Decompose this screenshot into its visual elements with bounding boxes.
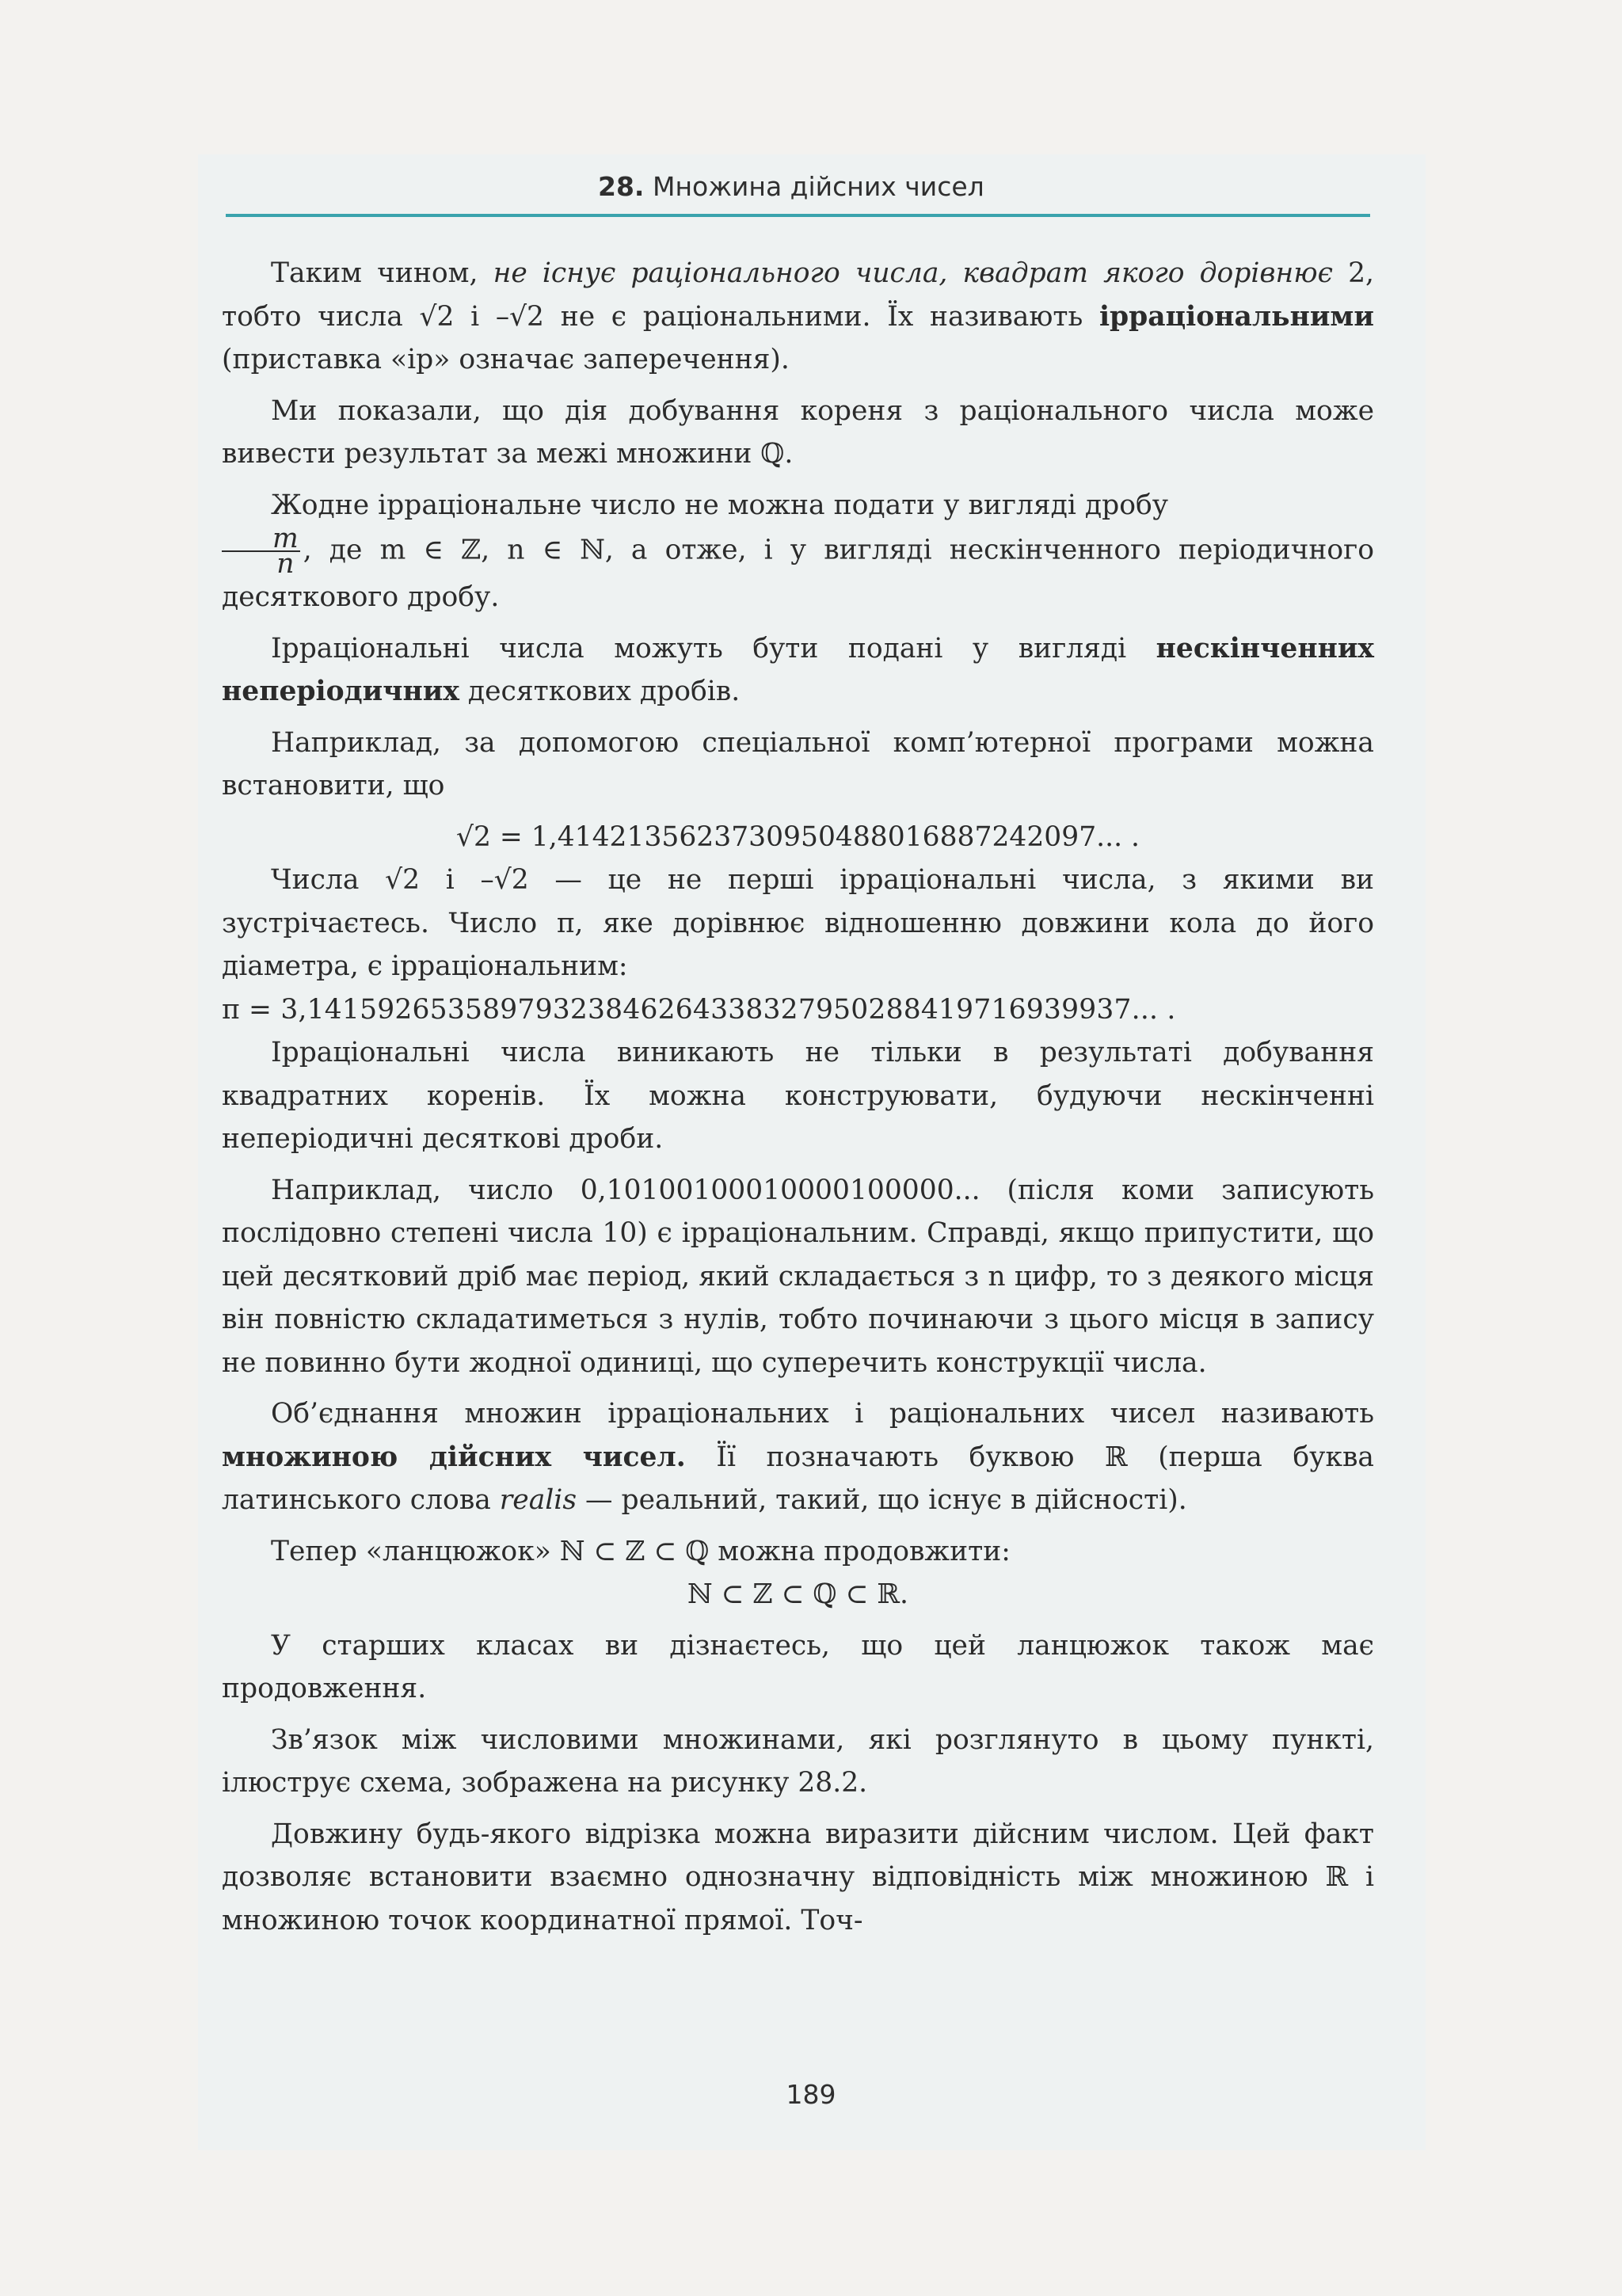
header-rule	[226, 214, 1370, 217]
running-header	[226, 166, 1370, 218]
emphasis-italic: не існує раціонального числа, квадрат якого дорівнює	[493, 257, 1333, 289]
paragraph-2: Ми показали, що дія добування кореня з раціонального числа може вивести результат за межі множини ℚ.	[222, 394, 1374, 470]
latin-word: realis	[499, 1484, 577, 1516]
formula-pi: π = 3,14159265358979323846264338327950288419716939937... .	[222, 993, 1176, 1026]
paragraph-3: Жодне ірраціональне число не можна подати у вигляді дробу $\frac{m}{n}$ , де m ∈ ℤ, n ∈ ℕ, а отже, і у вигляді нескінченного періодичного десяткового дробу.	[222, 489, 1374, 613]
paragraph-1: Таким чином, не існує раціонального числа, квадрат якого дорівнює 2, тобто числа √2 і –√2 не є раціональними. Їх називають ірраціональними (приставка «ір» означає заперечення).	[222, 257, 1374, 375]
paragraph-11: У старших класах ви дізнаєтесь, що цей ланцюжок також має продовження.	[222, 1629, 1374, 1704]
chapter-heading	[598, 171, 984, 202]
formula-chain: ℕ ⊂ ℤ ⊂ ℚ ⊂ ℝ.	[687, 1578, 908, 1610]
page-content	[222, 252, 1374, 1942]
fraction-denominator: n	[276, 548, 295, 580]
chapter-title: Множина дійсних чисел	[652, 171, 984, 202]
paragraph-7: Ірраціональні числа виникають не тільки в результаті добування квадратних коренів. Їх можна конструювати, будуючи нескінченні неперіодичні десяткові дроби.	[222, 1037, 1374, 1155]
fraction-numerator: m	[222, 527, 300, 552]
paragraph-8: Наприклад, число 0,10100100010000100000... (після коми записують послідовно степені числа 10) є ірраціональним. Справді, якщо припустити, що цей десятковий дріб має період, який складається з n цифр, то з деякого місця він повністю складатиметься з нулів, тобто починаючи з цього місця в запису не повинно бути жодної одиниці, що суперечить конструкції числа.	[222, 1174, 1374, 1379]
chapter-number: 28.	[598, 171, 645, 202]
term-irrational: ірраціональними	[1098, 300, 1374, 333]
paragraph-5: Наприклад, за допомогою спеціальної комп’ютерної програми можна встановити, що	[222, 726, 1374, 802]
formula-sqrt2: √2 = 1,4142135623730950488016887242097... .	[456, 821, 1140, 853]
paragraph-10: Тепер «ланцюжок» ℕ ⊂ ℤ ⊂ ℚ можна продовжити:	[271, 1535, 1011, 1567]
paragraph-4: Ірраціональні числа можуть бути подані у вигляді нескінченних неперіодичних десяткових дробів.	[222, 632, 1374, 707]
paragraph-6: Числа √2 і –√2 — це не перші ірраціональні числа, з якими ви зустрічаєтесь. Число π, яке дорівнює відношенню довжини кола до його діаметра, є ірраціональним:	[222, 864, 1374, 982]
paragraph-12: Зв’язок між числовими множинами, які розглянуто в цьому пункті, ілюструє схема, зображена на рисунку 28.2.	[222, 1723, 1374, 1799]
paragraph-9: Об’єднання множин ірраціональних і раціональних чисел називають множиною дійсних чисел. Її позначають буквою ℝ (перша буква латинського слова realis — реальний, такий, що існує в дійсності).	[222, 1398, 1374, 1516]
term-nonperiodic: нескінченних неперіодичних	[222, 632, 1374, 707]
paragraph-13: Довжину будь-якого відрізка можна виразити дійсним числом. Цей факт дозволяє встановити взаємно однозначну відповідність між множиною ℝ і множиною точок координатної прямої. Точ-	[222, 1818, 1374, 1936]
page-number: 189	[786, 2079, 836, 2110]
fraction-m-over-n	[222, 523, 300, 580]
term-real-numbers: множиною дійсних чисел.	[222, 1441, 686, 1473]
